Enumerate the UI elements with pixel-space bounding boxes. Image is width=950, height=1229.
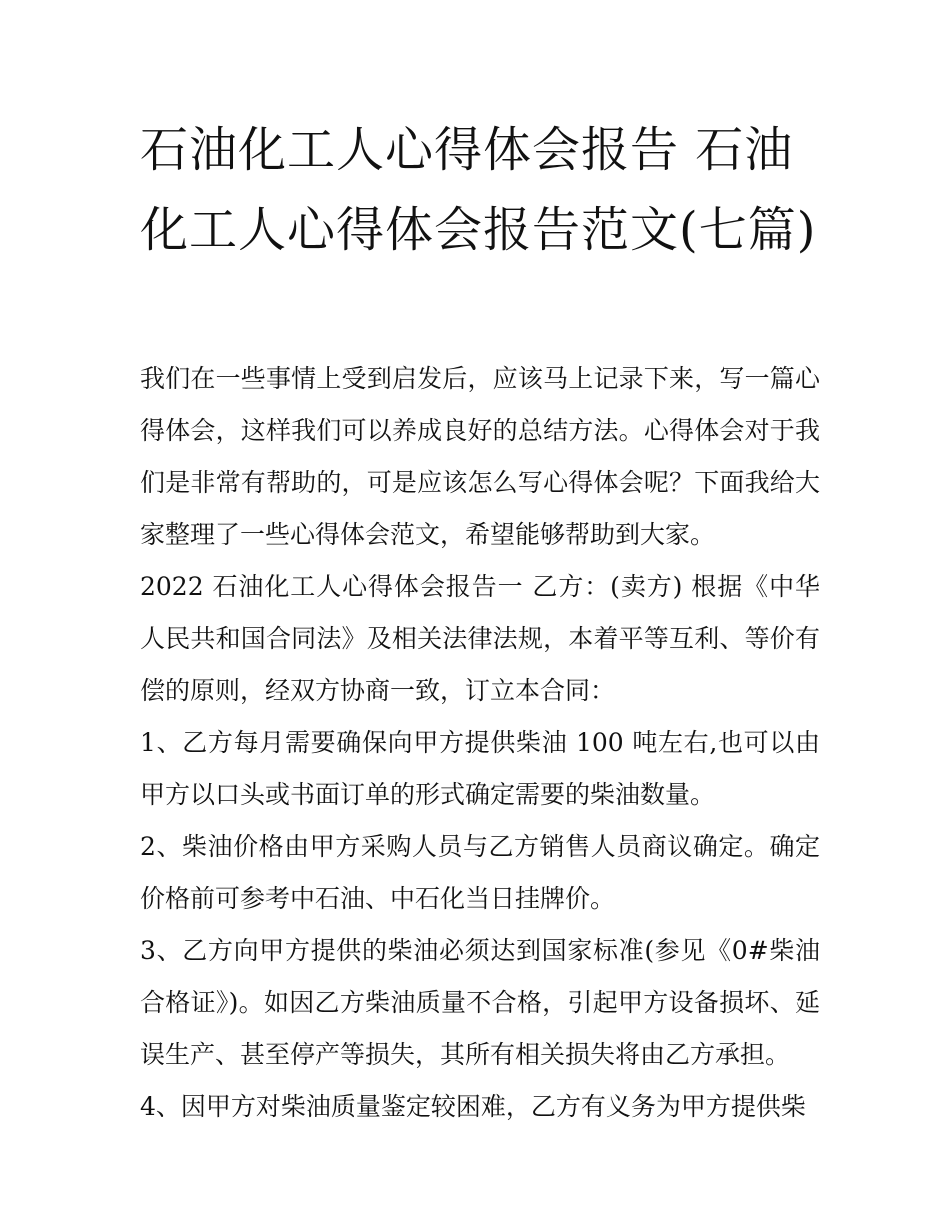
contract-preamble-paragraph: 2022 石油化工人心得体会报告一 乙方：(卖方) 根据《中华人民共和国合同法》及相关法律法规，本着平等互利、等价有偿的原则，经双方协商一致，订立本合同： <box>140 572 820 705</box>
clause-2-paragraph: 2、柴油价格由甲方采购人员与乙方销售人员商议确定。确定价格前可参考中石油、中石化当日挂牌价。 <box>140 832 820 913</box>
clause-4-paragraph: 4、因甲方对柴油质量鉴定较困难，乙方有义务为甲方提供柴 <box>140 1092 806 1121</box>
document-body <box>140 353 820 1133</box>
clause-3-paragraph: 3、乙方向甲方提供的柴油必须达到国家标准(参见《0#柴油合格证》)。如因乙方柴油质量不合格，引起甲方设备损坏、延误生产、甚至停产等损失，其所有相关损失将由乙方承担。 <box>140 936 820 1069</box>
intro-paragraph: 我们在一些事情上受到启发后，应该马上记录下来，写一篇心得体会，这样我们可以养成良好的总结方法。心得体会对于我们是非常有帮助的，可是应该怎么写心得体会呢？下面我给大家整理了一些心得体会范文，希望能够帮助到大家。 <box>140 364 820 549</box>
document-title: 石油化工人心得体会报告 石油化工人心得体会报告范文(七篇) <box>140 122 817 258</box>
clause-1-paragraph: 1、乙方每月需要确保向甲方提供柴油 100 吨左右,也可以由甲方以口头或书面订单的形式确定需要的柴油数量。 <box>140 728 820 809</box>
